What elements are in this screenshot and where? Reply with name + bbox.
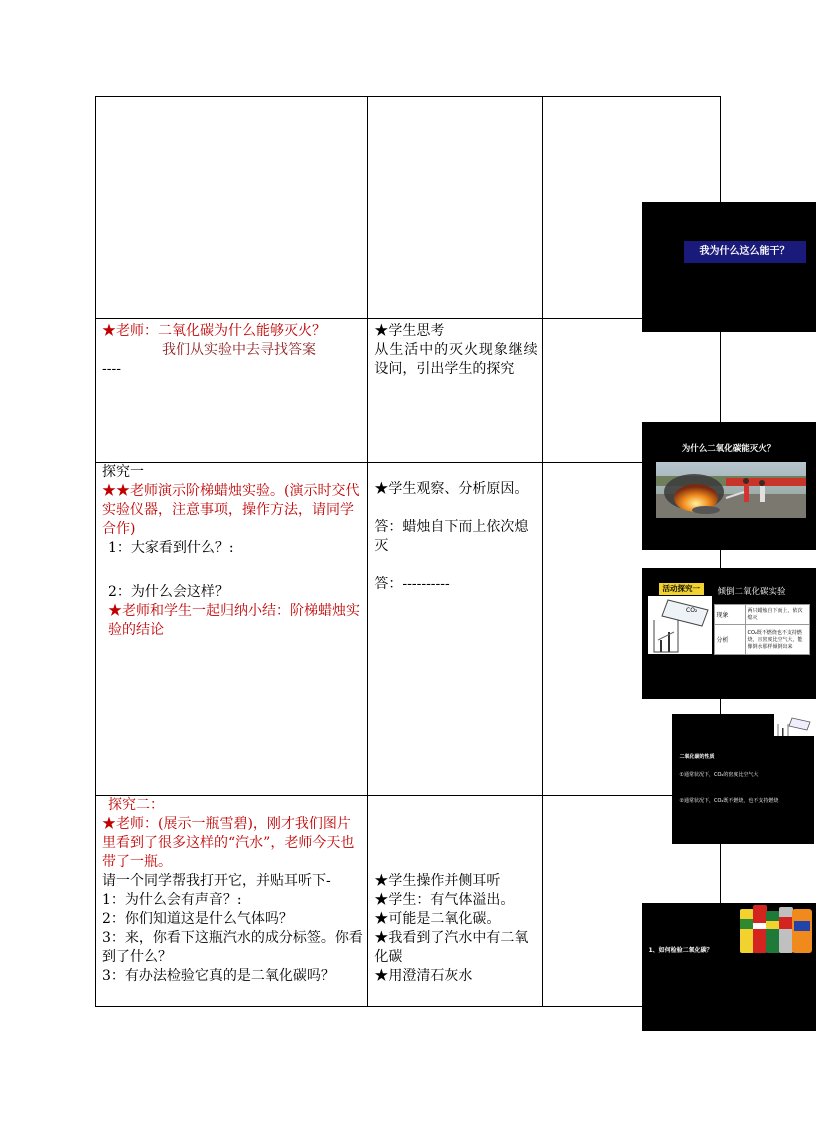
inquiry-two-heading: 探究二：: [108, 797, 164, 813]
inquiry-one-heading: 探究一: [102, 464, 144, 480]
slide-title: 1、如何检验二氧化碳？: [648, 946, 713, 954]
question-one: 1：大家看到什么？:: [108, 540, 234, 556]
slide-why-so-capable: [642, 202, 816, 332]
teacher-open-bottle: 请一个同学帮我打开它，并贴耳听下-: [102, 873, 331, 889]
slide-co2-properties: [672, 714, 814, 844]
question-sound: 1：为什么会有声音？:: [102, 892, 242, 908]
teacher-summary: ★老师和学生一起归纳小结：阶梯蜡烛实验的结论: [108, 603, 360, 638]
student-limewater: ★用澄清石灰水: [374, 968, 473, 984]
teacher-cell: [96, 463, 368, 796]
activity-badge: 活动探究一: [659, 583, 705, 595]
question-gas: 2：你们知道这是什么气体吗？: [102, 911, 293, 927]
slide-cell: [542, 97, 790, 319]
student-note: 从生活中的灭火现象继续设问，引出学生的探究: [374, 342, 538, 377]
student-listen: ★学生操作并侧耳听: [374, 873, 501, 889]
student-observe: ★学生观察、分析原因。: [374, 481, 529, 497]
properties-title: 二氧化碳的性质: [679, 753, 715, 760]
question-two: 2：为什么会这样？: [108, 584, 229, 600]
property-combustion: ②通常状况下，CO₂既不燃烧，也不支持燃烧: [679, 797, 779, 804]
slide-title: 为什么二氧化碳能灭火？: [681, 443, 776, 454]
result-label: 分析: [714, 624, 745, 654]
slide-pour-co2: [642, 568, 816, 699]
slide-title: 倾倒二氧化碳实验: [717, 586, 786, 597]
result-label: 现象: [714, 604, 745, 624]
result-text: CO₂既不燃烧也不支持燃烧，且密度比空气大，能像倒水那样倾倒出来: [745, 624, 809, 654]
teacher-cell: [96, 319, 368, 463]
student-cell: [368, 796, 542, 1007]
student-gas-escape: ★学生：有气体溢出。: [374, 892, 515, 908]
table-row: [96, 97, 721, 319]
slide-fire: [642, 422, 816, 550]
student-think: ★学生思考: [374, 323, 445, 339]
table-row: [96, 796, 721, 1007]
teacher-cell: [96, 796, 368, 1007]
student-cell: [368, 97, 542, 319]
question-verify: 3：有办法检验它真的是二氧化碳吗？: [102, 968, 335, 984]
slide-cell: [542, 319, 776, 463]
table-row: [96, 463, 721, 796]
student-answer-2: 答：----------: [374, 576, 450, 592]
pouring-icon: [774, 714, 814, 736]
result-table: [714, 604, 810, 655]
question-label: 3：来，你看下这瓶汽水的成分标签。你看到了什么？: [102, 930, 363, 965]
co2-beaker-diagram: [648, 596, 712, 654]
teacher-dashes: ----: [102, 361, 121, 377]
student-answer-1: 答：蜡烛自下而上依次熄灭: [374, 519, 529, 554]
slide-test-co2: [642, 903, 816, 1031]
teacher-guide: 我们从实验中去寻找答案: [162, 342, 316, 358]
student-cell: [368, 463, 542, 796]
slide-title: 我为什么这么能干？: [684, 241, 806, 263]
fire-extinguisher-photo: [656, 462, 806, 518]
table-row: [96, 319, 721, 463]
student-cell: [368, 319, 542, 463]
teacher-cell: [96, 97, 368, 319]
property-density: ①通常状况下，CO₂的密度比空气大: [679, 771, 759, 778]
soda-cans-image: [738, 903, 816, 955]
teacher-demo: ★★老师演示阶梯蜡烛实验。(演示时交代实验仪器，注意事项，操作方法，请同学合作): [102, 483, 360, 537]
teacher-sprite-intro: ★老师：(展示一瓶雪碧)，刚才我们图片里看到了很多这样的“汽水”，老师今天也带了一瓶。: [102, 816, 355, 870]
svg-text:CO₂: CO₂: [685, 606, 697, 614]
result-text: 两只蜡烛自下而上，依次熄灭: [745, 604, 809, 624]
student-saw-co2: ★我看到了汽水中有二氧化碳: [374, 930, 529, 965]
lesson-plan-table: [95, 96, 803, 1007]
student-maybe-co2: ★可能是二氧化碳。: [374, 911, 501, 927]
teacher-question: ★老师：二氧化碳为什么能够灭火？: [102, 323, 326, 339]
